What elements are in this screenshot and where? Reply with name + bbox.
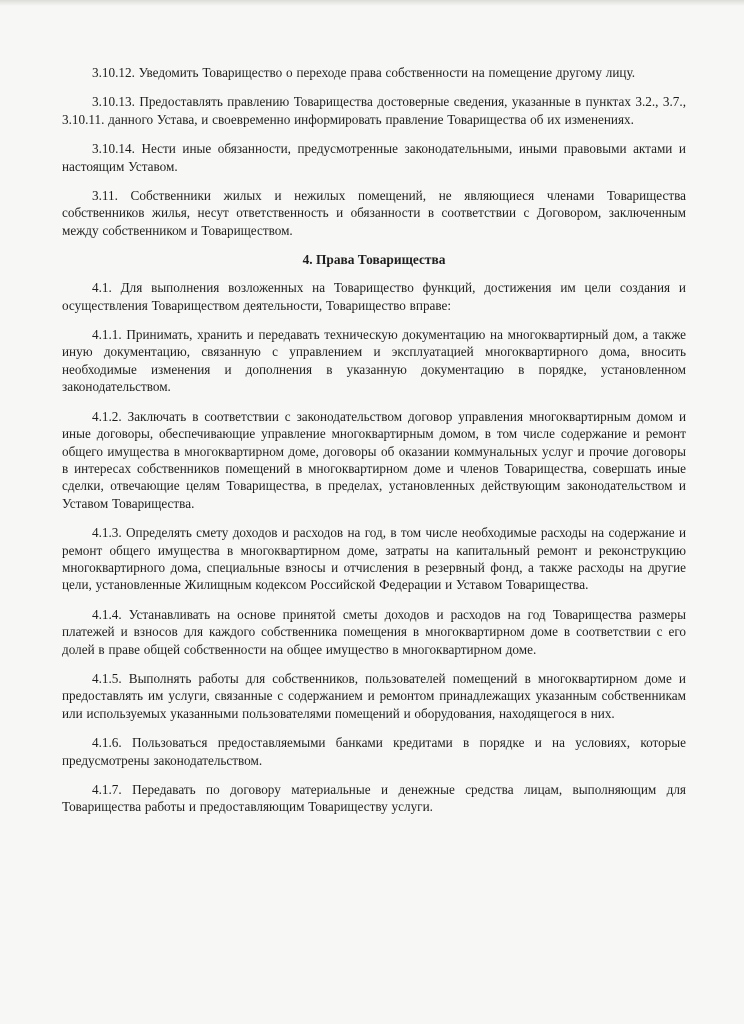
paragraph-4-1-4: 4.1.4. Устанавливать на основе принятой сметы доходов и расходов на год Товарищества размеры платежей и взносов для каждого собственника помещения в многоквартирном доме в соответствии с его долей в праве общей собственности на общее имущество в многоквартирном доме. [62,606,686,657]
paragraph-4-1-6: 4.1.6. Пользоваться предоставляемыми банками кредитами в порядке и на условиях, которые предусмотрены законодательством. [62,735,686,768]
paragraph-3-11: 3.11. Собственники жилых и нежилых помещений, не являющиеся членами Товарищества собственников жилья, несут ответственность и обязанности в соответствии с Договором, заключенным между собственником и Товариществом. [62,188,686,238]
scan-edge [0,0,744,6]
paragraph-3-10-13: 3.10.13. Предоставлять правлению Товарищества достоверные сведения, указанные в пунктах 3.2., 3.7., 3.10.11. данного Устава, и своевременно информировать правление Товарищества об их изменениях. [62,94,686,127]
paragraph-4-1-2: 4.1.2. Заключать в соответствии с законодательством договор управления многоквартирным домом и иные договоры, обеспечивающие управление многоквартирным домом, в том числе содержание и ремонт общего имущества в многоквартирном доме, договоры об оказании коммунальных услуг и прочие договоры в интересах собственников помещений в многоквартирном доме и членов Товарищества, совершать иные сделки, отвечающие целям Товарищества, в пределах, установленных действующим законодательством и Уставом Товарищества. [62,408,686,511]
section-heading: 4. Права Товарищества [302,252,446,268]
paragraph-4-1-3: 4.1.3. Определять смету доходов и расходов на год, в том числе необходимые расходы на содержание и ремонт общего имущества в многоквартирном доме, затраты на капитальный ремонт и реконструкцию многоквартирного дома, специальные взносы и отчисления в резервный фонд, а также расходы на другие цели, установленные Жилищным кодексом Российской Федерации и Уставом Товарищества. [62,525,686,593]
paragraph-3-10-12: 3.10.12. Уведомить Товарищество о переходе права собственности на помещение другому лицу. [92,65,636,80]
paragraph-3-10-14: 3.10.14. Нести иные обязанности, предусмотренные законодательными, иными правовыми актами и настоящим Уставом. [62,141,686,174]
paragraph-4-1-5: 4.1.5. Выполнять работы для собственников, пользователей помещений в многоквартирном доме и предоставлять им услуги, связанные с содержанием и ремонтом принадлежащих указанным собственникам или используемых указанными пользователями помещений и оборудования, находящегося в них. [62,670,686,721]
paragraph-4-1-7: 4.1.7. Передавать по договору материальные и денежные средства лицам, выполняющим для Товарищества работы и предоставляющим Товариществу услуги. [62,782,686,815]
paragraph-4-1-1: 4.1.1. Принимать, хранить и передавать техническую документацию на многоквартирный дом, а также иную документацию, связанную с управлением и эксплуатацией многоквартирного дома, вносить необходимые изменения и дополнения в указанную документацию в порядке, установленном законодательством. [62,327,686,395]
paragraph-4-1: 4.1. Для выполнения возложенных на Товарищество функций, достижения им цели создания и осуществления Товариществом деятельности, Товарищество вправе: [62,280,686,313]
